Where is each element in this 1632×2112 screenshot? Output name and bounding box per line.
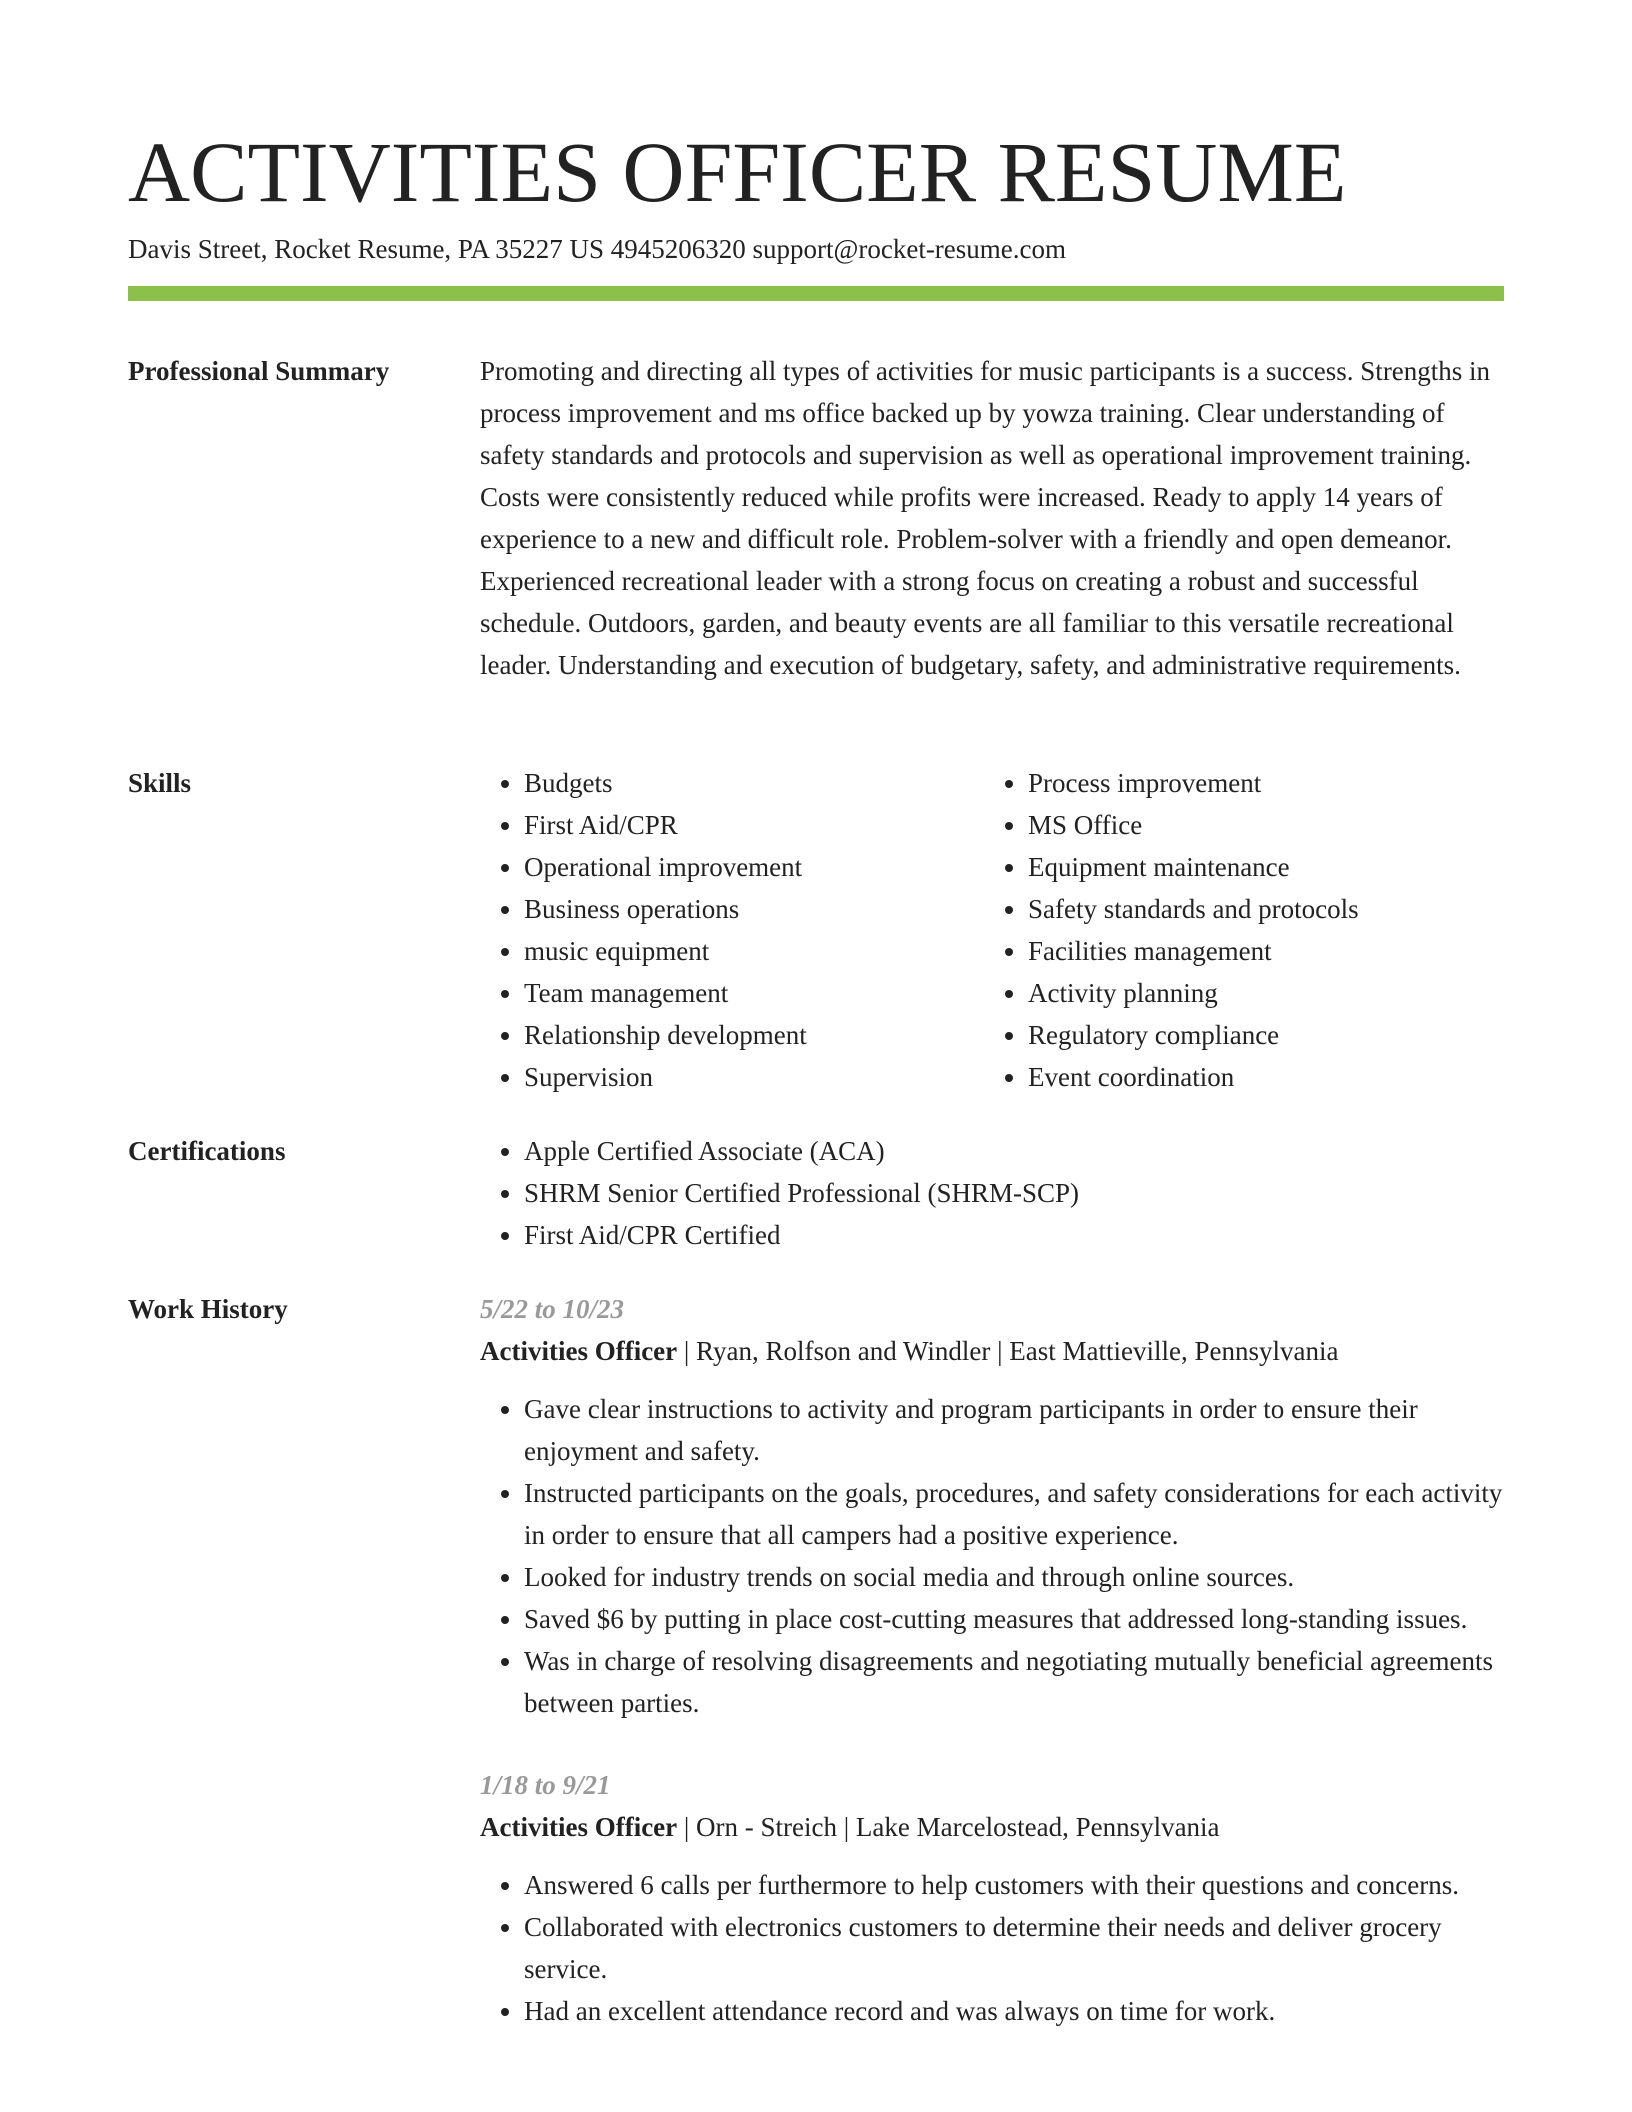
skill-item: • Relationship development bbox=[524, 1014, 984, 1056]
skill-item: • Supervision bbox=[524, 1056, 984, 1098]
section-label: Skills bbox=[128, 768, 192, 798]
section-body bbox=[480, 1288, 1504, 2072]
section-label: Work History bbox=[128, 1294, 288, 1324]
skill-item: • Activity planning bbox=[1028, 972, 1488, 1014]
job-details: | Orn - Streich | Lake Marcelostead, Pennsylvania bbox=[677, 1812, 1220, 1842]
skill-item: • Safety standards and protocols bbox=[1028, 888, 1488, 930]
accent-divider bbox=[128, 286, 1504, 301]
skill-item: • MS Office bbox=[1028, 804, 1488, 846]
job-bullet: • Answered 6 calls per furthermore to help customers with their questions and concerns. bbox=[524, 1864, 1504, 1906]
job-title: Activities Officer bbox=[480, 1812, 678, 1842]
skill-item: • Event coordination bbox=[1028, 1056, 1488, 1098]
skills-list-left bbox=[480, 762, 984, 1098]
resume-sections bbox=[128, 350, 1504, 2072]
job-bullet: • Instructed participants on the goals, procedures, and safety considerations for each activity in order to ensure that all campers had a positive experience. bbox=[524, 1472, 1504, 1556]
job-bullet: • Saved $6 by putting in place cost-cutting measures that addressed long-standing issues. bbox=[524, 1598, 1504, 1640]
skill-item: • Equipment maintenance bbox=[1028, 846, 1488, 888]
certification-item: • Apple Certified Associate (ACA) bbox=[524, 1130, 1504, 1172]
skill-item: • Regulatory compliance bbox=[1028, 1014, 1488, 1056]
job-entry bbox=[480, 1288, 1504, 1724]
job-bullets bbox=[480, 1388, 1504, 1724]
job-bullet: • Looked for industry trends on social media and through online sources. bbox=[524, 1556, 1504, 1598]
job-bullet: • Gave clear instructions to activity and program participants in order to ensure their enjoyment and safety. bbox=[524, 1388, 1504, 1472]
job-entry bbox=[480, 1764, 1504, 2032]
skill-item: • Team management bbox=[524, 972, 984, 1014]
job-dates: 5/22 to 10/23 bbox=[480, 1294, 625, 1324]
job-bullet: • Had an excellent attendance record and was always on time for work. bbox=[524, 1990, 1504, 2032]
job-heading bbox=[480, 1330, 1504, 1372]
job-bullets bbox=[480, 1864, 1504, 2032]
resume-title: ACTIVITIES OFFICER RESUME bbox=[128, 124, 1347, 220]
job-bullet: • Collaborated with electronics customers to determine their needs and deliver grocery service. bbox=[524, 1906, 1504, 1990]
certifications-list bbox=[480, 1130, 1504, 1256]
section-label: Certifications bbox=[128, 1136, 286, 1166]
section-body bbox=[480, 350, 1504, 686]
section-body bbox=[480, 1130, 1504, 1256]
job-dates: 1/18 to 9/21 bbox=[480, 1770, 611, 1800]
skills-section bbox=[128, 762, 1504, 1130]
job-bullet: • Was in charge of resolving disagreements and negotiating mutually beneficial agreements between parties. bbox=[524, 1640, 1504, 1724]
skills-list-right bbox=[984, 762, 1488, 1098]
summary-text: Promoting and directing all types of activities for music participants is a success. Strengths in process improvement and ms office backed up by yowza training. Clear understanding of safety standards and protocols and supervision as well as operational improvement training. Costs were consistently reduced while profits were increased. Ready to apply 14 years of experience to a new and difficult role. Problem-solver with a friendly and open demeanor. Experienced recreational leader with a strong focus on creating a robust and successful schedule. Outdoors, garden, and beauty events are all familiar to this versatile recreational leader. Understanding and execution of budgetary, safety, and administrative requirements. bbox=[480, 356, 1491, 680]
skill-item: • Process improvement bbox=[1028, 762, 1488, 804]
certification-item: • SHRM Senior Certified Professional (SHRM-SCP) bbox=[524, 1172, 1504, 1214]
skills-columns bbox=[480, 762, 1504, 1098]
skill-item: • First Aid/CPR bbox=[524, 804, 984, 846]
section-label: Professional Summary bbox=[128, 356, 390, 386]
certification-item: • First Aid/CPR Certified bbox=[524, 1214, 1504, 1256]
skill-item: • music equipment bbox=[524, 930, 984, 972]
job-heading bbox=[480, 1806, 1504, 1848]
skill-item: • Facilities management bbox=[1028, 930, 1488, 972]
contact-info: Davis Street, Rocket Resume, PA 35227 US 4945206320 support@rocket-resume.com bbox=[128, 234, 1067, 264]
skill-item: • Operational improvement bbox=[524, 846, 984, 888]
certifications-section bbox=[128, 1130, 1504, 1288]
job-details: | Ryan, Rolfson and Windler | East Mattieville, Pennsylvania bbox=[677, 1336, 1339, 1366]
skill-item: • Budgets bbox=[524, 762, 984, 804]
skill-item: • Business operations bbox=[524, 888, 984, 930]
job-title: Activities Officer bbox=[480, 1336, 678, 1366]
work-history-section bbox=[128, 1288, 1504, 2072]
professional-summary-section bbox=[128, 350, 1504, 762]
